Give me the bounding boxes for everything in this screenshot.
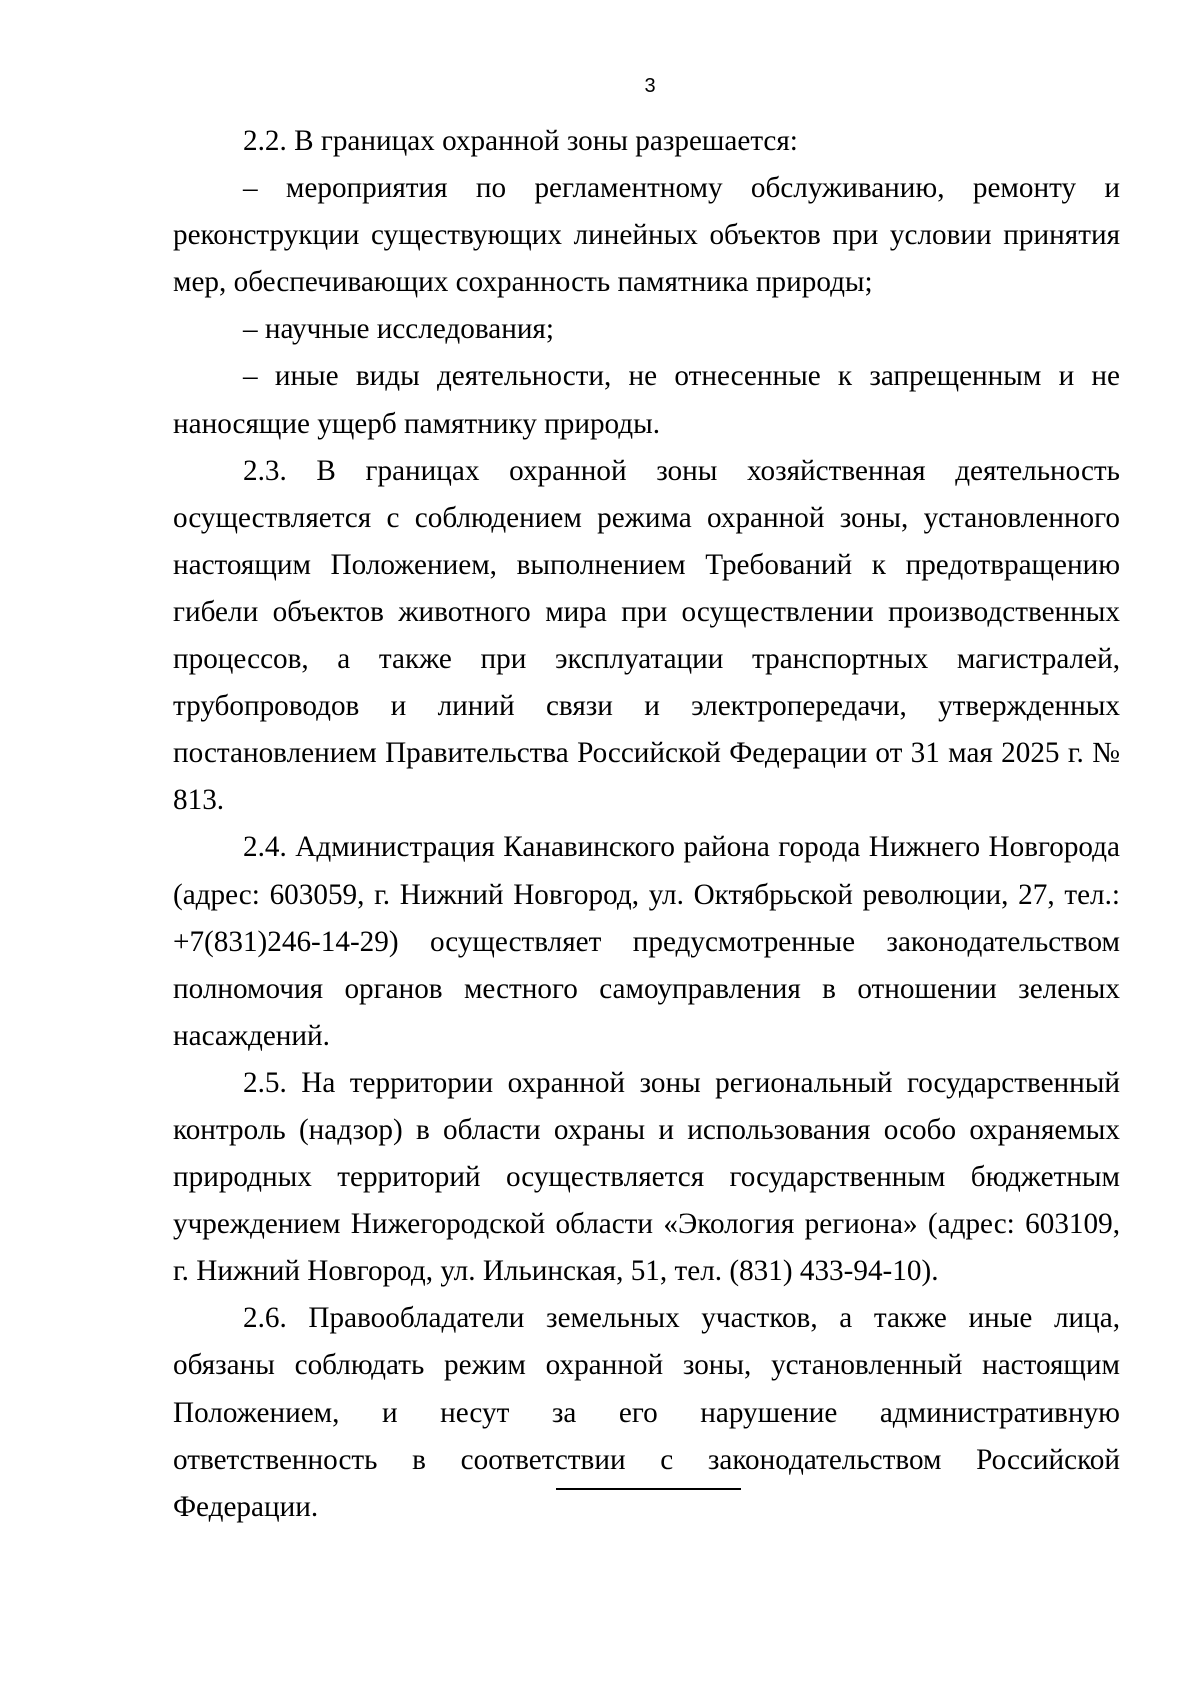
list-item-maintenance: – мероприятия по регламентному обслуживанию, ремонту и реконструкции существующих линейных объектов при условии принятия мер, обеспечивающих сохранность памятника природы; bbox=[173, 172, 1120, 299]
list-item-other-activities: – иные виды деятельности, не отнесенные к запрещенным и не наносящие ущерб памятнику природы. bbox=[173, 360, 1120, 440]
paragraph-2-5: 2.5. На территории охранной зоны региональный государственный контроль (надзор) в области охраны и использования особо охраняемых природных территорий осуществляется государственным бюджетным учреждением Нижегородской области «Экология региона» (адрес: 603109, г. Нижний Новгород, ул. Ильинская, 51, тел. (831) 433-94-10). bbox=[173, 1066, 1120, 1288]
paragraph-2-6: 2.6. Правообладатели земельных участков, а также иные лица, обязаны соблюдать режим охранной зоны, установленный настоящим Положением, и несут за его нарушение административную ответственность в соответствии с законодательством Российской Федерации. bbox=[173, 1302, 1120, 1523]
paragraph-2-3: 2.3. В границах охранной зоны хозяйственная деятельность осуществляется с соблюдением режима охранной зоны, установленного настоящим Положением, выполнением Требований к предотвращению гибели объектов животного мира при осуществлении производственных процессов, а также при эксплуатации транспортных магистралей, трубопроводов и линий связи и электропередачи, утвержденных постановлением Правительства Российской Федерации от 31 мая 2025 г. № 813. bbox=[173, 454, 1120, 817]
list-item-research: – научные исследования; bbox=[243, 313, 554, 346]
paragraph-2-2: 2.2. В границах охранной зоны разрешается: bbox=[243, 125, 798, 157]
paragraph-2-4: 2.4. Администрация Канавинского района города Нижнего Новгорода (адрес: 603059, г. Нижний Новгород, ул. Октябрьской революции, 27, тел.: +7(831)246-14-29) осуществляет предусмотренные законодательством полномочия органов местного самоуправления в отношении зеленых насаждений. bbox=[173, 831, 1120, 1052]
end-separator-line bbox=[556, 1488, 741, 1490]
page-number: 3 bbox=[644, 75, 656, 97]
document-body bbox=[173, 118, 1120, 1531]
